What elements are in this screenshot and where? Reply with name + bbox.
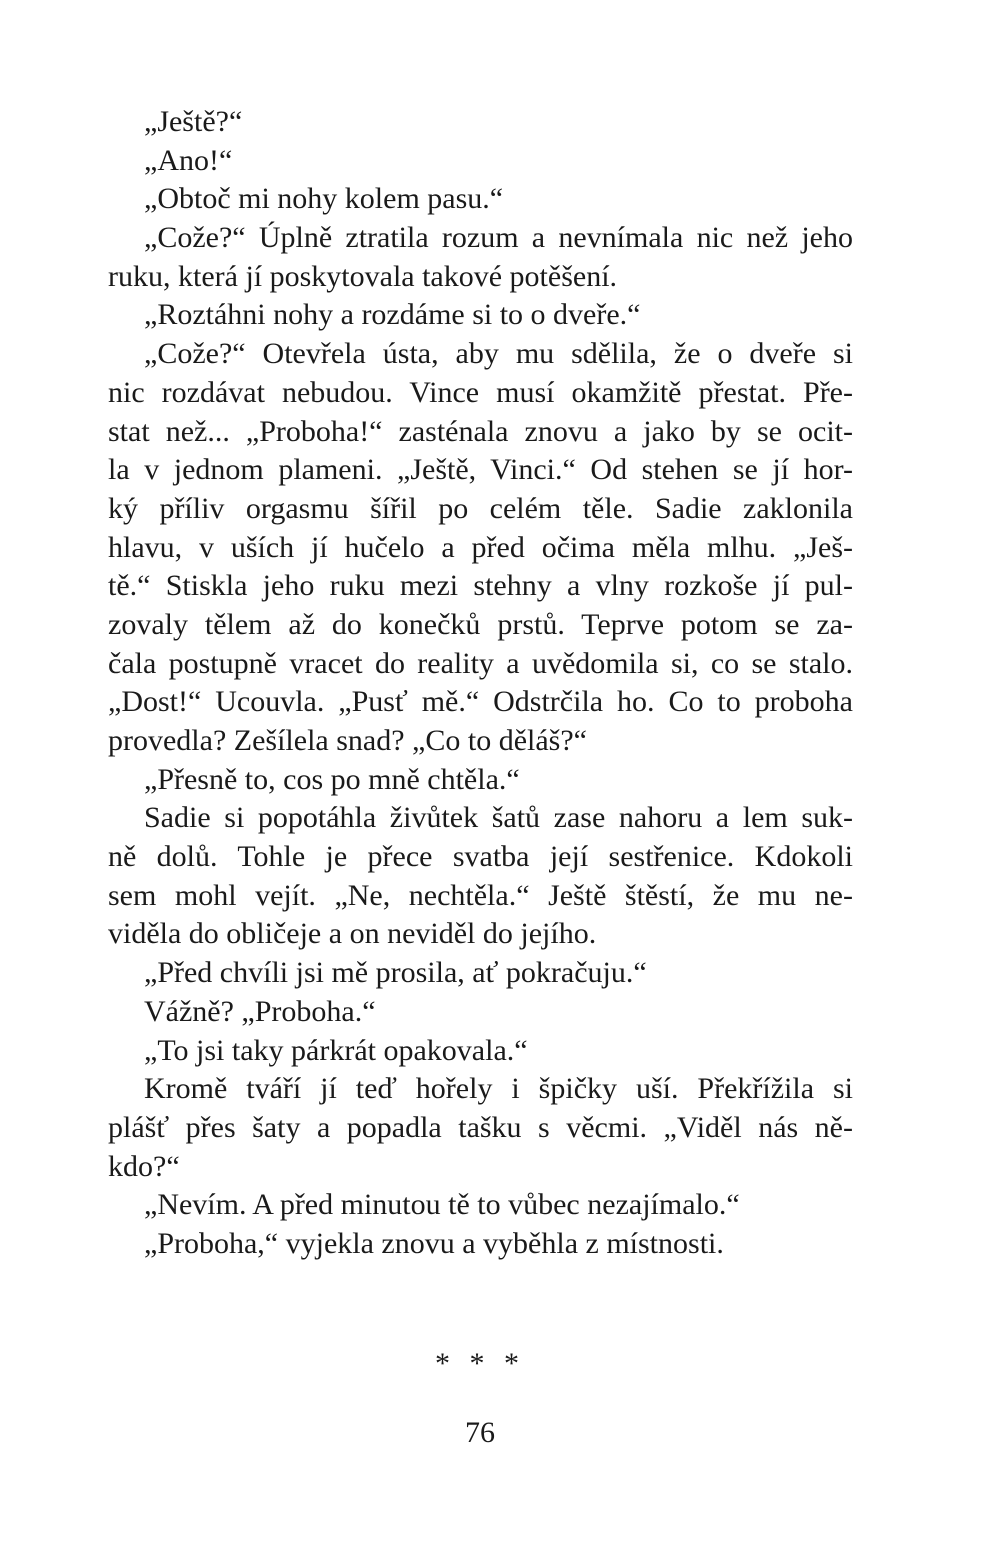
text-line: sem mohl vejít. „Ne, nechtěla.“ Ještě štěstí, že mu ne- xyxy=(108,878,853,912)
text-line: Kromě tváří jí teď hořely i špičky uší. Překřížila si xyxy=(144,1072,853,1106)
text-line: „Ještě?“ xyxy=(144,105,243,138)
text-line: „Dost!“ Ucouvla. „Pusť mě.“ Odstrčila ho. Co to proboha xyxy=(108,685,853,719)
text-line: „To jsi taky párkrát opakovala.“ xyxy=(144,1033,528,1067)
text-line: „Před chvíli jsi mě prosila, ať pokračuju.“ xyxy=(144,956,647,990)
text-line: nic rozdávat nebudou. Vince musí okamžitě přestat. Pře- xyxy=(108,375,853,409)
text-line: Sadie si popotáhla živůtek šatů zase nahoru a lem suk- xyxy=(144,801,853,835)
text-line: ký příliv orgasmu šířil po celém těle. Sadie zaklonila xyxy=(108,491,853,525)
text-line: plášť přes šaty a popadla tašku s věcmi. „Viděl nás ně- xyxy=(108,1110,853,1144)
text-line: provedla? Zešílela snad? „Co to děláš?“ xyxy=(108,724,587,757)
text-line: „Cože?“ Otevřela ústa, aby mu sdělila, že o dveře si xyxy=(144,337,853,371)
text-line: „Nevím. A před minutou tě to vůbec nezajímalo.“ xyxy=(144,1188,740,1222)
body-text xyxy=(108,103,853,1264)
text-line: ruku, která jí poskytovala takové potěšení. xyxy=(108,259,618,293)
text-line: „Přesně to, cos po mně chtěla.“ xyxy=(144,762,520,796)
text-line: la v jednom plameni. „Ještě, Vinci.“ Od stehen se jí hor- xyxy=(108,453,853,487)
text-line: „Cože?“ Úplně ztratila rozum a nevnímala nic než jeho xyxy=(144,221,853,255)
text-line: „Roztáhni nohy a rozdáme si to o dveře.“ xyxy=(144,298,641,332)
text-line: tě.“ Stiskla jeho ruku mezi stehny a vlny rozkoše jí pul- xyxy=(108,569,853,603)
text-line: „Proboha,“ vyjekla znovu a vyběhla z místnosti. xyxy=(144,1226,724,1260)
text-line: „Obtoč mi nohy kolem pasu.“ xyxy=(144,182,504,216)
text-line: Vážně? „Proboha.“ xyxy=(144,994,376,1028)
text-line: stat než... „Proboha!“ zasténala znovu a jako by se ocit- xyxy=(108,414,853,448)
text-line: viděla do obličeje a on neviděl do jejího. xyxy=(108,917,597,951)
text-line: kdo?“ xyxy=(108,1149,180,1183)
section-break: * * * xyxy=(435,1347,525,1380)
page-number: 76 xyxy=(465,1416,495,1449)
text-line: hlavu, v uších jí hučelo a před očima měla mlhu. „Ješ- xyxy=(108,530,853,564)
text-line: „Ano!“ xyxy=(144,143,233,177)
text-line: čala postupně vracet do reality a uvědomila si, co se stalo. xyxy=(108,646,853,680)
text-line: zovaly tělem až do konečků prstů. Teprve potom se za- xyxy=(108,607,853,641)
text-line: ně dolů. Tohle je přece svatba její sestřenice. Kdokoli xyxy=(108,840,853,874)
